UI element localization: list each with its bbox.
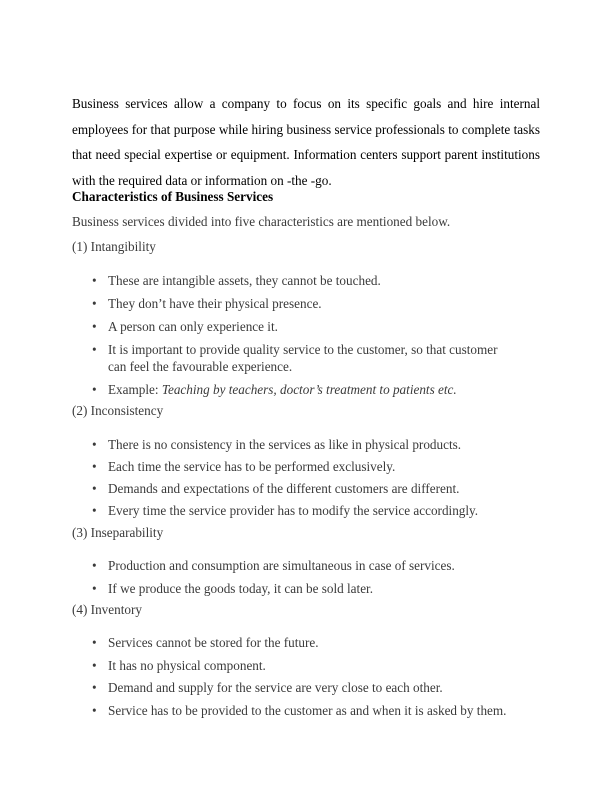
bullet-icon: • (92, 558, 97, 573)
list-item-text: It is important to provide quality service to the customer, so that customer (108, 342, 498, 357)
list-item-text: Demands and expectations of the different customers are different. (108, 481, 460, 496)
list-item-text (108, 382, 457, 398)
list-item-text: It has no physical component. (108, 658, 266, 673)
lead-text: Business services divided into five characteristics are mentioned below. (72, 214, 451, 229)
list-item-text: Production and consumption are simultaneous in case of services. (108, 558, 455, 573)
list-item-text: There is no consistency in the services as like in physical products. (108, 437, 462, 452)
bullet-icon: • (92, 382, 97, 397)
section-heading: Characteristics of Business Services (72, 189, 274, 204)
list-item-text: Every time the service provider has to modify the service accordingly. (108, 503, 479, 518)
section-title: (3) Inseparability (72, 525, 164, 540)
bullet-icon: • (92, 296, 97, 311)
bullet-icon: • (92, 503, 97, 518)
bullet-icon: • (92, 459, 97, 474)
list-item-text: If we produce the goods today, it can be sold later. (108, 581, 374, 596)
bullet-icon: • (92, 273, 97, 288)
bullet-icon: • (92, 635, 97, 650)
list-item-text: A person can only experience it. (108, 319, 278, 334)
example-label: Example: (108, 382, 162, 397)
example-text: Teaching by teachers, doctor’s treatment to patients etc. (161, 382, 457, 397)
section-title: (4) Inventory (72, 602, 142, 617)
list-item-text: Service has to be provided to the customer as and when it is asked by them. (108, 703, 507, 718)
list-item-text: These are intangible assets, they cannot be touched. (108, 273, 381, 288)
bullet-icon: • (92, 703, 97, 718)
bullet-icon: • (92, 481, 97, 496)
list-item-text: Each time the service has to be performed exclusively. (108, 459, 396, 474)
intro-paragraph: Business services allow a company to focus on its specific goals and hire internal employees for that purpose while hiring business service professionals to complete tasks that need special expertise or equipment. Information centers support parent institutions with the required data or information on -the -go. (72, 96, 540, 188)
bullet-icon: • (92, 581, 97, 596)
section-title: (1) Intangibility (72, 239, 156, 254)
section-title: (2) Inconsistency (72, 403, 164, 418)
list-item-text: Demand and supply for the service are very close to each other. (108, 680, 443, 695)
bullet-icon: • (92, 437, 97, 452)
list-item-text: Services cannot be stored for the future. (108, 635, 319, 650)
bullet-icon: • (92, 342, 97, 357)
bullet-icon: • (92, 658, 97, 673)
bullet-icon: • (92, 319, 97, 334)
bullet-icon: • (92, 680, 97, 695)
list-item-text: can feel the favourable experience. (108, 359, 293, 374)
list-item-text: They don’t have their physical presence. (108, 296, 322, 311)
